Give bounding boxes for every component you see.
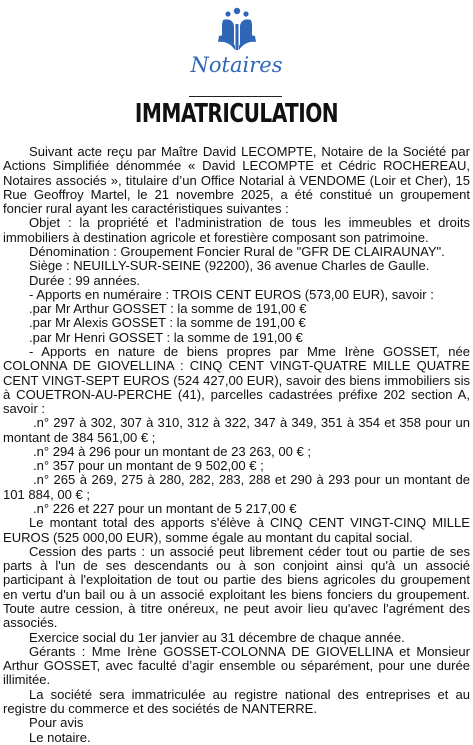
paragraph-intro: Suivant acte reçu par Maître David LECOMPTE, Notaire de la Société par Actions Simplifiée dénommée « David LECOMPTE et Cédric ROCHEREAU, Notaires associés », titulaire d’un Office Notarial à VENDOME (Loir et Cher), 15 Rue Geoffroy Martel, le 21 novembre 2025, a été constitué un groupement foncier rural ayant les caractéristiques suivantes :: [3, 144, 470, 217]
notaires-emblem-icon: [207, 6, 267, 56]
closing-signature: Le notaire.: [29, 729, 91, 745]
list-item-parcelle: .n° 265 à 269, 275 à 280, 282, 283, 288 et 290 à 293 pour un montant de 101 884, 00 € ;: [3, 472, 470, 502]
list-item-apport: .par Mr Alexis GOSSET : la somme de 191,00 €: [29, 315, 306, 331]
paragraph-objet: Objet : la propriété et l'administration de tous les immeubles et droits immobiliers à destination agricole et forestière composant son patrimoine.: [3, 215, 470, 245]
paragraph-gerants: Gérants : Mme Irène GOSSET-COLONNA DE GIOVELLINA et Monsieur Arthur GOSSET, avec faculté d’agir ensemble ou séparément, pour une durée illimitée.: [3, 643, 470, 688]
notaires-logo: [0, 6, 473, 76]
paragraph-cession-parts: Cession des parts : un associé peut librement céder tout ou partie de ses parts à l'un de ses descendants ou à son conjoint ainsi qu'à un associé participant à l'exploitation de tout ou partie des biens agricoles du groupement en vertu d'un bail ou à un associé exploitant les biens fonciers du groupement. Toute autre cession, à titre onéreux, ne peut avoir lieu qu'avec l'agrément des associés.: [3, 543, 470, 631]
paragraph-siege: Siège : NEUILLY-SUR-SEINE (92200), 36 avenue Charles de Gaulle.: [29, 258, 430, 274]
paragraph-exercice-social: Exercice social du 1er janvier au 31 décembre de chaque année.: [29, 629, 405, 645]
closing-pour-avis: Pour avis: [29, 715, 84, 731]
paragraph-denomination: Dénomination : Groupement Foncier Rural de "GFR DE CLAIRAUNAY".: [29, 243, 445, 259]
list-item-parcelle: .n° 294 à 296 pour un montant de 23 263, 00 € ;: [33, 443, 311, 459]
paragraph-montant-total: Le montant total des apports s'élève à CINQ CENT VINGT-CINQ MILLE EUROS (525 000,00 EUR), somme égale au montant du capital social.: [3, 515, 470, 545]
logo-text: Notaires: [190, 53, 283, 77]
list-item-parcelle: .n° 357 pour un montant de 9 502,00 € ;: [33, 458, 264, 474]
notice-body: [3, 145, 470, 745]
paragraph-duree: Durée : 99 années.: [29, 272, 140, 288]
title-divider: [189, 96, 282, 97]
list-item-parcelle: .n° 297 à 302, 307 à 310, 312 à 322, 347 à 349, 351 à 354 et 358 pour un montant de 384 561,00 € ;: [3, 415, 470, 445]
list-item-apport: .par Mr Henri GOSSET : la somme de 191,00 €: [29, 329, 303, 345]
paragraph-apports-numeraire: - Apports en numéraire : TROIS CENT EUROS (573,00 EUR), savoir :: [29, 286, 434, 302]
page-title: IMMATRICULATION: [134, 99, 339, 129]
paragraph-apports-nature: - Apports en nature de biens propres par Mme Irène GOSSET, née COLONNA DE GIOVELLINA : CINQ CENT VINGT-QUATRE MILLE QUATRE CENT VINGT-SEPT EUROS (524 427,00 EUR), savoir des biens immobiliers sis à COUETRON-AU-PERCHE (41), parcelles cadastrées préfixe 202 section A, savoir :: [3, 343, 470, 417]
list-item-apport: .par Mr Arthur GOSSET : la somme de 191,00 €: [29, 301, 307, 317]
list-item-parcelle: .n° 226 et 227 pour un montant de 5 217,00 €: [33, 501, 297, 517]
paragraph-immatriculation: La société sera immatriculée au registre national des entreprises et au registre du commerce et des sociétés de NANTERRE.: [3, 686, 470, 716]
